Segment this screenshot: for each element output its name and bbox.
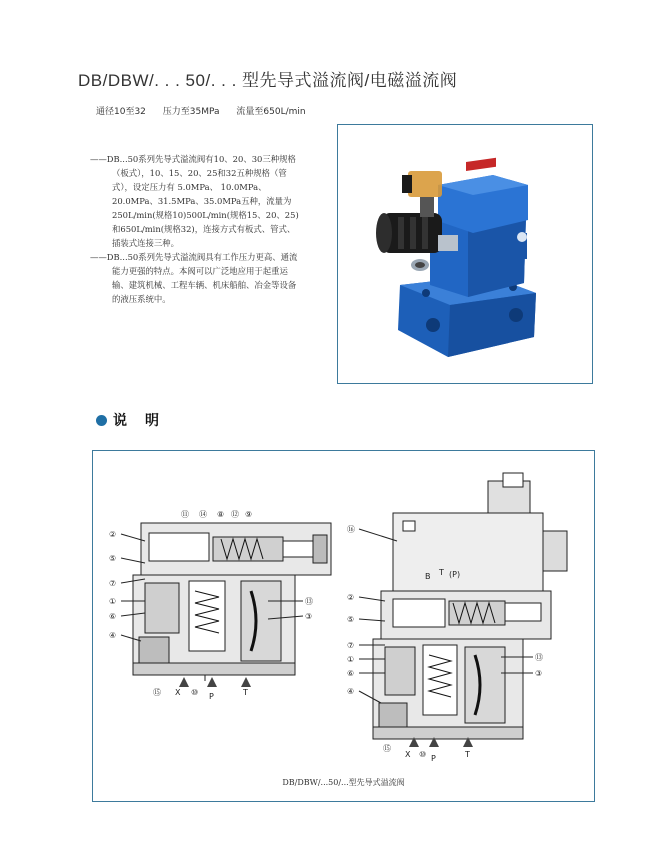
spec-line (96, 104, 320, 117)
right-bottom-callout-3: ⑩ (419, 750, 427, 759)
left-bottom-callout-4: P (209, 692, 214, 701)
product-photo (338, 125, 592, 383)
left-callout-6: ④ (109, 631, 117, 640)
page-title: DB/DBW/. . . 50/. . . 型先导式溢流阀/电磁溢流阀 (78, 71, 458, 90)
spec-size: 通径10至32 (96, 107, 146, 117)
right-callout-1: ⑯ (347, 525, 355, 534)
description-paragraph-2: ——DB...50系列先导式溢流阀具有工作压力更高、通流能力更强的特点。本阀可以广泛地应用于起重运输、建筑机械、工程车辆、机床船舶、冶金等设备的液压系统中。 (90, 252, 298, 304)
left-bottom-callout-3: ⑩ (191, 688, 199, 697)
right-callout-3: ⑤ (347, 615, 355, 624)
left-bottom-callout-1: ⑮ (153, 688, 161, 697)
spec-flow: 流量至650L/min (236, 107, 306, 117)
left-callout-2: ⑤ (109, 554, 117, 563)
left-top-callout-3: ⑧ (217, 510, 225, 519)
right-callout-2: ② (347, 593, 355, 602)
left-bottom-callout-5: T (243, 688, 248, 697)
left-callout-4: ① (109, 597, 117, 606)
right-right-callout-2: ③ (535, 669, 543, 678)
left-right-callout-1: ⑬ (305, 597, 313, 606)
right-callout-6: ⑥ (347, 669, 355, 678)
left-top-callout-2: ⑭ (199, 510, 207, 519)
section-heading-text: 说明 (113, 413, 177, 429)
right-bottom-callout-2: X (405, 750, 411, 759)
diagram-caption: DB/DBW/...50/...型先导式溢流阀 (282, 778, 405, 787)
spec-pressure: 压力至35MPa (162, 107, 220, 117)
description (90, 152, 300, 306)
left-top-callout-5: ⑨ (245, 510, 253, 519)
right-right-callout-1: ⑬ (535, 653, 543, 662)
left-top-callout-4: ⑫ (231, 510, 239, 519)
section-heading (96, 410, 177, 430)
right-callout-5: ① (347, 655, 355, 664)
left-callout-1: ② (109, 530, 117, 539)
right-callout-7: ④ (347, 687, 355, 696)
cross-section-diagram (93, 451, 594, 771)
product-photo-frame (337, 124, 593, 384)
left-right-callout-2: ③ (305, 612, 313, 621)
left-callout-3: ⑦ (109, 579, 117, 588)
right-bottom-callout-4: P (431, 754, 436, 763)
left-valve-drawing (133, 523, 331, 681)
right-callout-4: ⑦ (347, 641, 355, 650)
right-bottom-callout-5: T (465, 750, 470, 759)
right-top-label-2: T (439, 568, 444, 577)
left-bottom-callout-2: X (175, 688, 181, 697)
cross-section-diagram-frame (92, 450, 595, 802)
right-bottom-callout-1: ⑮ (383, 744, 391, 753)
right-top-label-1: B (425, 572, 431, 581)
bullet-dot-icon (96, 415, 107, 426)
right-top-label-3: (P) (449, 570, 461, 579)
right-valve-drawing (373, 473, 567, 739)
left-callout-5: ⑥ (109, 612, 117, 621)
left-top-callout-1: ⑪ (181, 510, 189, 519)
description-paragraph-1: ——DB...50系列先导式溢流阀有10、20、30三种规格（板式），10、15、20、25和32五种规格（管式），设定压力有 5.0MPa、 10.0MPa、 20.0MPa、31.5MPa、35.0MPa五种，流量为250L/min(规格10)500L/min(规格15、20、25)和650L/min(规格32)，连接方式有板式、管式、插装式连接三种。 (90, 154, 299, 248)
